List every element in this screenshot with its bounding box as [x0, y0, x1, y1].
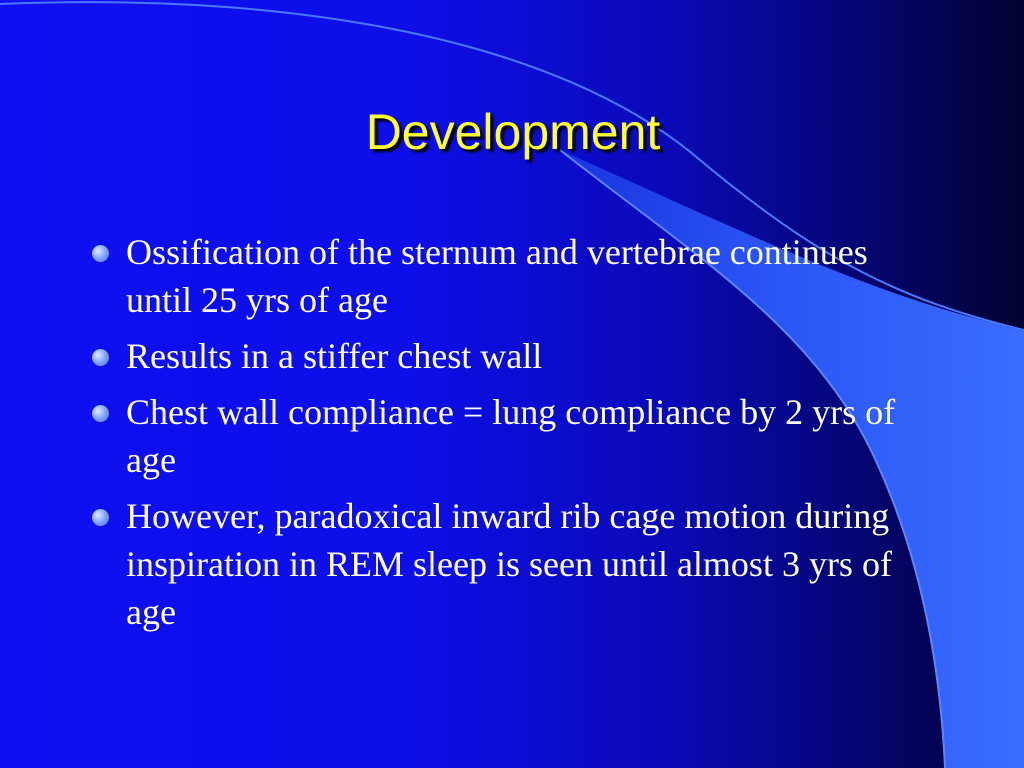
- slide-title-text: Development: [365, 104, 661, 160]
- bullet-text: However, paradoxical inward rib cage motion during inspiration in REM sleep is seen until almost 3 yrs of age: [126, 496, 892, 632]
- bullet-dot-icon: [92, 245, 109, 262]
- bullet-list: [90, 228, 910, 644]
- bullet-item: [90, 388, 910, 484]
- bullet-item: [90, 332, 910, 380]
- bullet-text: Chest wall compliance = lung compliance by 2 yrs of age: [126, 392, 896, 480]
- bullet-item: [90, 228, 910, 324]
- bullet-item: [90, 492, 910, 636]
- bullet-text: Results in a stiffer chest wall: [126, 336, 543, 376]
- bullet-text: Ossification of the sternum and vertebrae continues until 25 yrs of age: [126, 232, 868, 320]
- bullet-dot-icon: [92, 349, 109, 366]
- bullet-dot-icon: [92, 509, 109, 526]
- bullet-dot-icon: [92, 405, 109, 422]
- slide-title: [0, 100, 1024, 164]
